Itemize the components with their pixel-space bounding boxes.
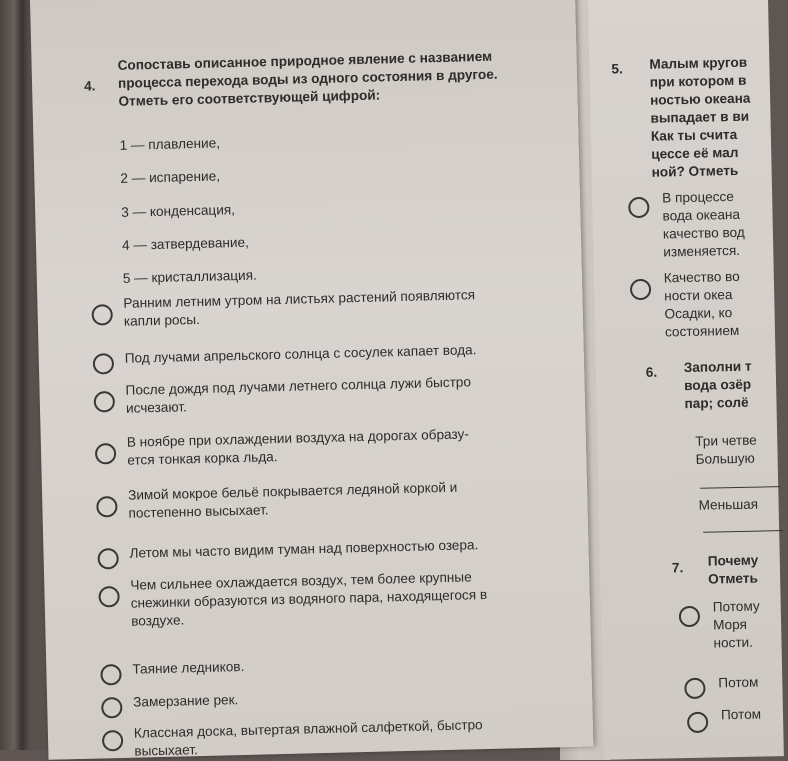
task-5-line-4: выпадает в ви [650,108,750,126]
answer-circle-1[interactable] [91,304,113,326]
task-5-line-2: при котором в [649,72,747,90]
item-7-line-1: Чем сильнее охлаждается воздух, тем более крупные [130,569,472,593]
task-5-option-2-line-3: Осадки, ко [664,305,733,322]
item-9-line-1: Замерзание рек. [133,692,239,710]
item-1-line-1: Ранним летним утром на листьях растений появляются [123,287,476,311]
task-6-answer-line-2[interactable] [703,530,783,533]
task-6-sub-1-line-2: Большую [695,450,755,467]
task-5-option-1-line-4: изменяется. [663,242,741,260]
task-5-option-1-circle[interactable] [628,197,649,218]
task-7-option-3-circle[interactable] [687,712,708,733]
task-5-option-1-line-1: В процессе [662,188,734,206]
task-5-option-1-line-3: качество вод [662,224,745,242]
task-5-option-2-circle[interactable] [630,279,651,300]
item-3-line-1: После дождя под лучами летнего солнца лужи быстро [125,374,472,398]
answer-circle-5[interactable] [96,496,118,518]
task-6-line-3: пар; солё [684,394,749,412]
task-5-line-7: ной? Отметь [651,162,739,180]
task-7-line-2: Отметь [707,570,758,587]
task-6-number: 6. [645,364,658,380]
task-6-sub-2: Меньшая [698,496,759,513]
answer-circle-6[interactable] [97,548,119,570]
item-4-line-1: В ноябре при охлаждении воздуха на дорогах образу- [126,426,470,450]
process-2: 2 — испарение, [120,168,221,186]
task-5-option-1-line-2: вода океана [662,206,741,224]
answer-circle-2[interactable] [93,353,115,375]
item-3-line-2: исчезают. [125,399,187,416]
process-3: 3 — конденсация, [121,202,236,220]
task-5-option-2-line-4: состоянием [664,322,740,340]
task-5-line-5: Как ты счита [650,126,738,144]
task-6-sub-1-line-1: Три четве [695,432,757,449]
process-1: 1 — плавление, [119,135,221,153]
task-7-line-1: Почему [707,552,759,569]
answer-circle-10[interactable] [102,730,124,752]
task-5-line-6: цессе её мал [651,144,739,162]
item-8-line-1: Таяние ледников. [132,658,245,677]
task-4-prompt-line-2: процесса перехода воды из одного состояния в другое. [117,66,498,91]
process-4: 4 — затвердевание, [121,234,250,253]
process-5: 5 — кристаллизация. [122,267,257,286]
task-4-prompt-line-1: Сопоставь описанное природное явление с названием [117,48,493,73]
item-7-line-2: снежинки образуются из водяного пара, находящегося в [130,587,488,611]
task-5-option-2-line-1: Качество во [663,268,740,286]
task-5-line-3: ностью океана [649,90,751,108]
task-6-answer-line-1[interactable] [700,486,780,489]
answer-circle-4[interactable] [95,443,117,465]
task-7-option-1-line-2: Моря [712,616,748,633]
task-4-number: 4. [83,78,96,94]
answer-circle-7[interactable] [98,586,120,608]
item-6-line-1: Летом мы часто видим туман над поверхностью озера. [129,537,479,561]
answer-circle-3[interactable] [94,391,116,413]
item-4-line-2: ется тонкая корка льда. [127,449,278,468]
task-4-prompt-line-3: Отметь его соответствующей цифрой: [118,87,381,109]
task-7-option-1-circle[interactable] [679,606,700,627]
task-6-line-1: Заполни т [683,358,752,376]
task-7-option-1-line-3: ности. [713,634,754,651]
item-2-line-1: Под лучами апрельского солнца с сосулек капает вода. [124,342,477,366]
answer-circle-9[interactable] [101,697,123,719]
task-5-number: 5. [611,61,623,77]
item-1-line-2: капли росы. [123,311,200,329]
item-10-line-2: высыхает. [134,742,198,759]
task-7-number: 7. [671,560,684,576]
task-5-line-1: Малым кругов [649,54,748,72]
item-7-line-3: воздухе. [131,612,185,629]
item-5-line-1: Зимой мокрое бельё покрывается ледяной коркой и [127,479,458,503]
task-7-option-1-line-1: Потому [712,598,760,615]
left-page [30,0,593,760]
task-7-option-2: Потом [718,674,759,691]
answer-circle-8[interactable] [100,664,122,686]
task-6-line-2: вода озёр [683,376,752,394]
task-5-option-2-line-2: ности океа [664,287,733,304]
right-page [588,0,784,760]
item-5-line-2: постепенно высыхает. [128,502,269,521]
item-10-line-1: Классная доска, вытертая влажной салфеткой, быстро [133,717,483,741]
task-7-option-3: Потом [720,706,762,723]
task-7-option-2-circle[interactable] [684,678,705,699]
